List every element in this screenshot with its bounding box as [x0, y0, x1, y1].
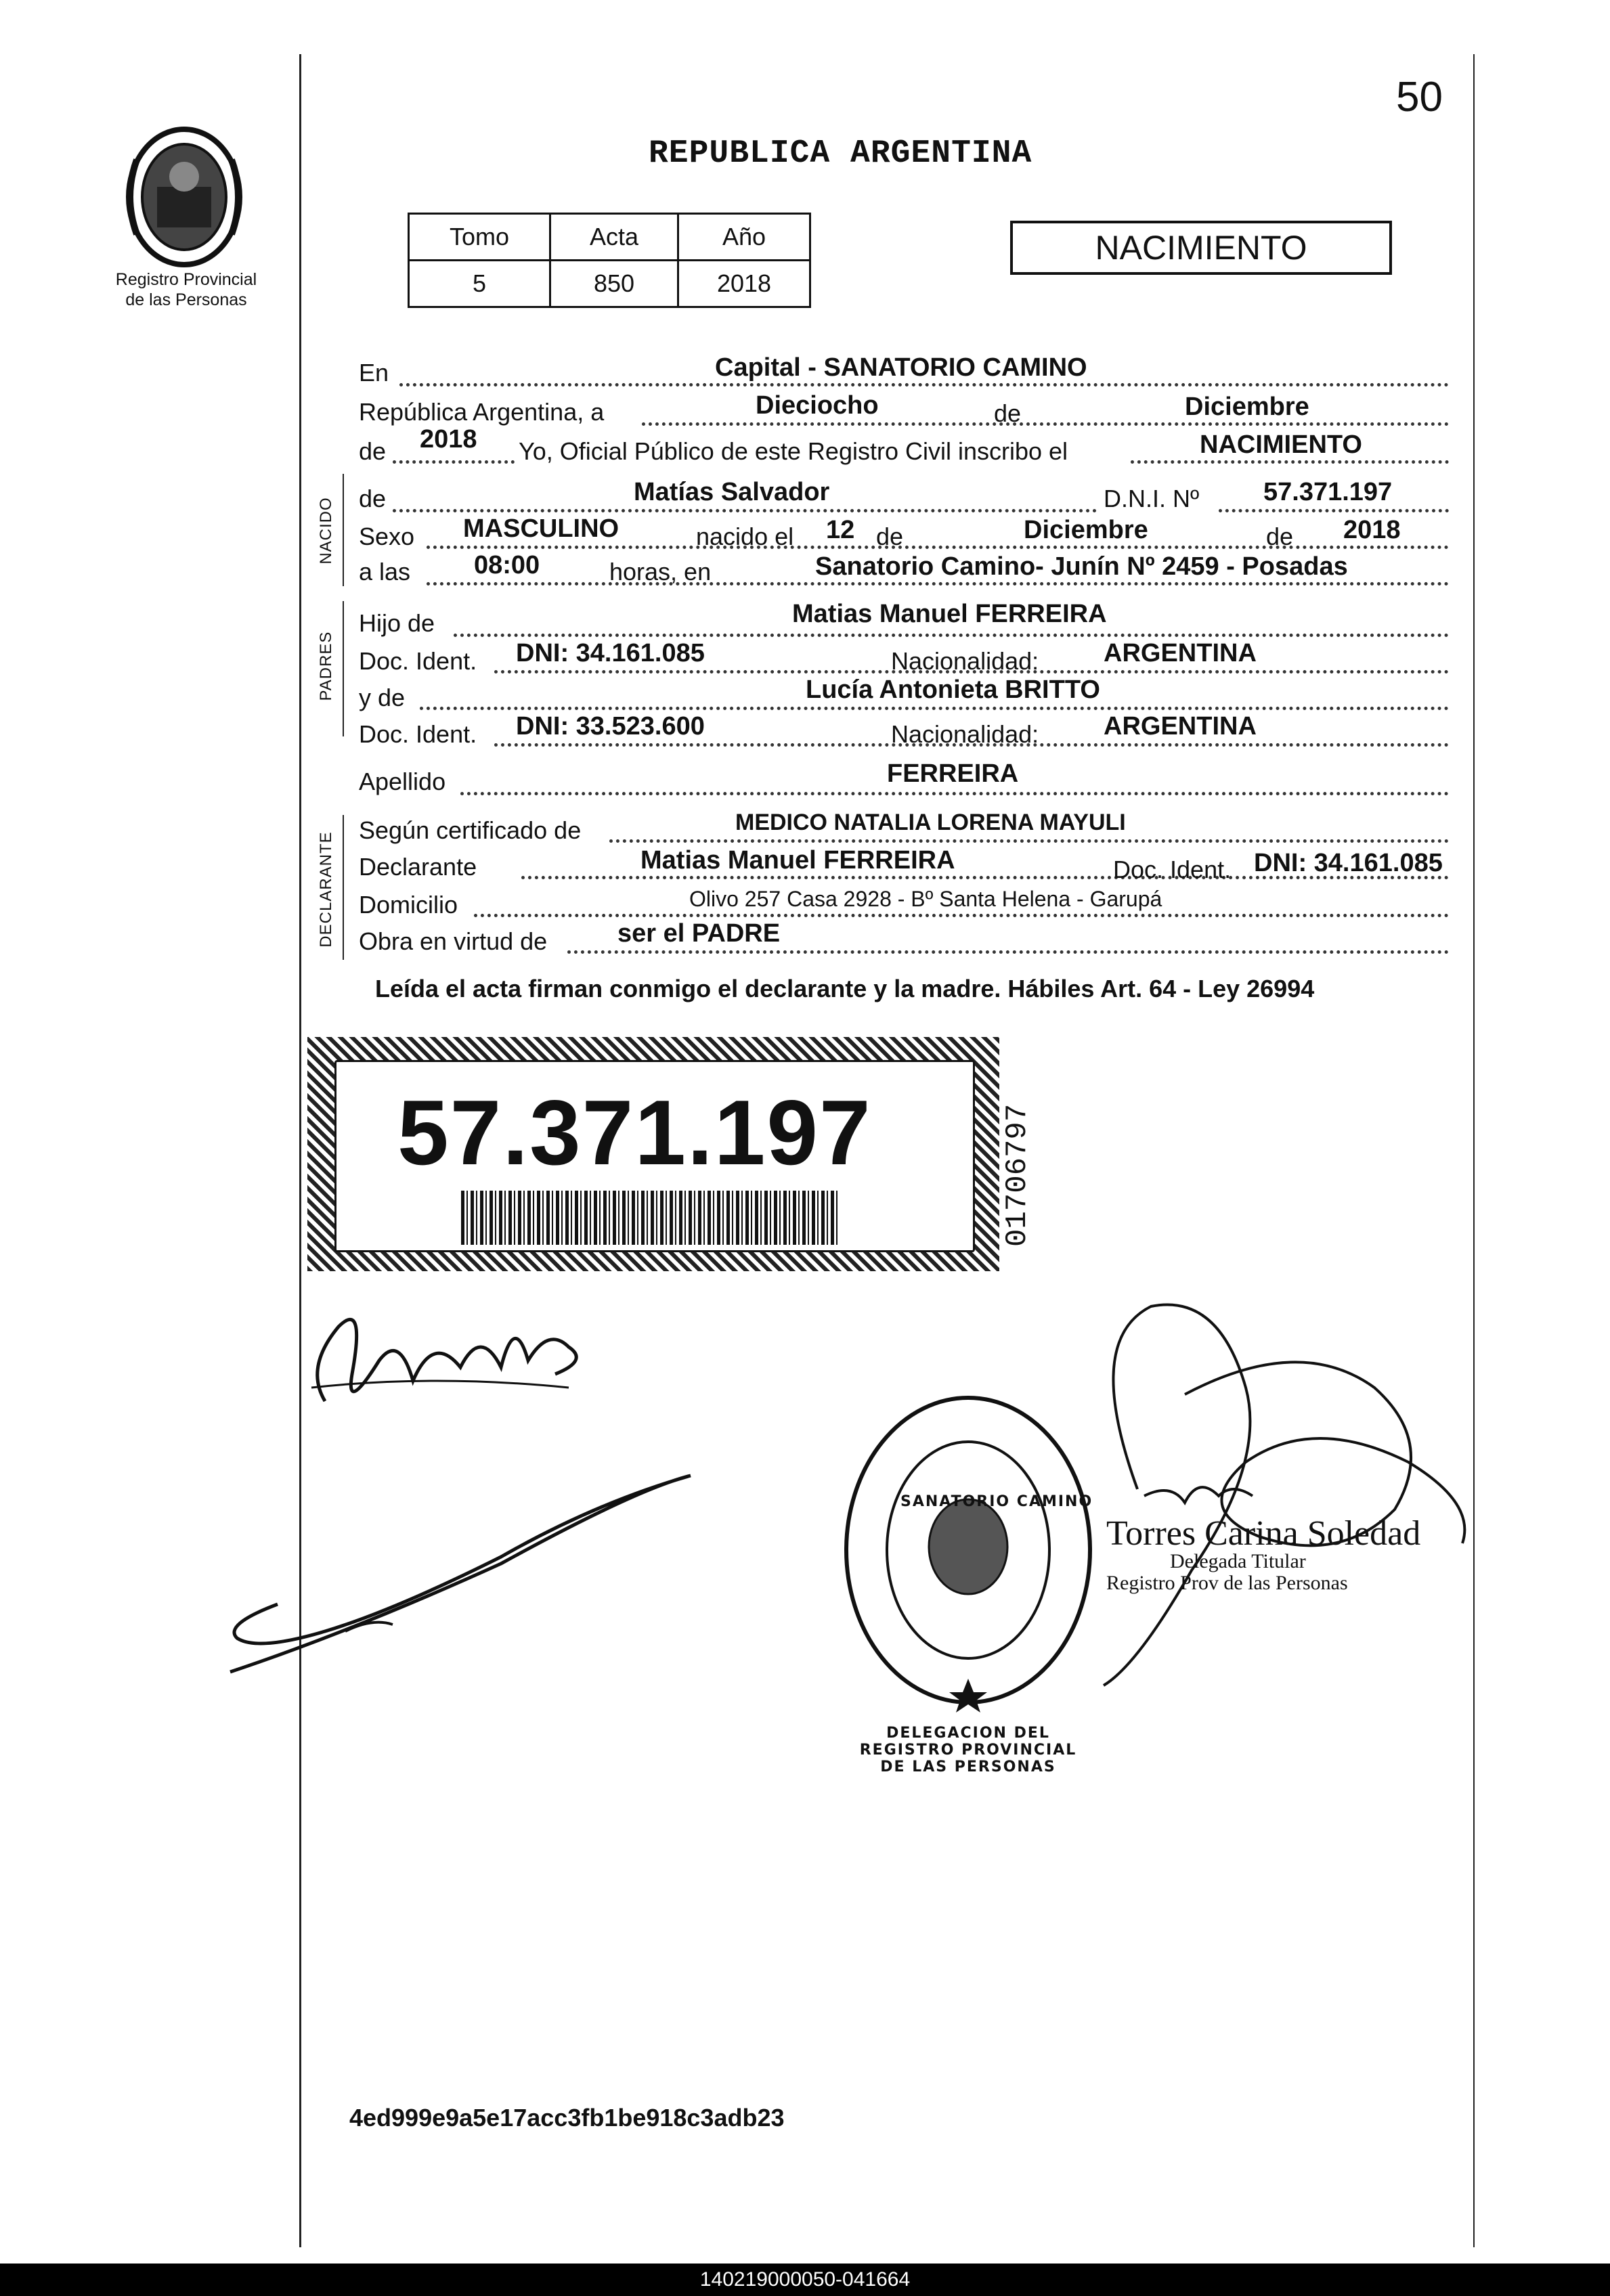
- father-nationality: ARGENTINA: [1104, 639, 1257, 667]
- act-dots: [1131, 460, 1449, 464]
- logo-caption-line-2: de las Personas: [125, 290, 247, 309]
- hijo-de-label: Hijo de: [359, 609, 435, 637]
- nacido-de-label: de: [359, 485, 387, 512]
- signature-official: [1056, 1286, 1489, 1706]
- father-name: Matias Manuel FERREIRA: [792, 600, 1107, 628]
- domicilio-label: Domicilio: [359, 891, 458, 919]
- sexo-value: MASCULINO: [463, 514, 619, 543]
- child-name: Matías Salvador: [634, 478, 830, 506]
- dni-sticker-inner: [334, 1060, 975, 1252]
- logo-caption: [88, 269, 284, 310]
- logo-caption-line-1: Registro Provincial: [115, 270, 257, 289]
- official-name: Torres Carina Soledad: [1106, 1514, 1421, 1553]
- republica-label: República Argentina, a: [359, 398, 605, 426]
- nacido-de-label-3: de: [1266, 523, 1294, 550]
- doc-type-box: NACIMIENTO: [1010, 221, 1392, 275]
- ref-header-ano: Año: [678, 214, 810, 261]
- nacido-el-label: nacido el: [696, 523, 794, 550]
- registry-logo: [116, 119, 252, 275]
- year-dots: [393, 460, 515, 464]
- mother-nationality: ARGENTINA: [1104, 712, 1257, 741]
- y-de-label: y de: [359, 684, 406, 711]
- dni-label: D.N.I. Nº: [1104, 485, 1200, 512]
- declarante-bracket: [343, 815, 344, 960]
- dni-sticker: [307, 1037, 999, 1271]
- ref-value-ano: 2018: [678, 261, 810, 307]
- sexo-dots: [427, 546, 1449, 549]
- apellido-dots: [460, 792, 1449, 795]
- official-role: Delegada Titular: [1170, 1550, 1306, 1572]
- left-border-line: [299, 54, 301, 2247]
- reference-table: [408, 213, 811, 308]
- document-hash: 4ed999e9a5e17acc3fb1be918c3adb23: [349, 2104, 785, 2132]
- month-value: Diciembre: [1185, 393, 1309, 421]
- year-value: 2018: [420, 425, 477, 454]
- ref-header-tomo: Tomo: [409, 214, 550, 261]
- child-dni: 57.371.197: [1263, 478, 1393, 506]
- sexo-label: Sexo: [359, 523, 415, 550]
- cert-label: Según certificado de: [359, 816, 582, 844]
- birth-place: Sanatorio Camino- Junín Nº 2459 - Posadas: [815, 552, 1348, 581]
- domicilio-dots: [474, 914, 1449, 917]
- en-value: Capital - SANATORIO CAMINO: [715, 353, 1087, 382]
- nacido-de-label-2: de: [876, 523, 904, 550]
- day-value: Dieciocho: [756, 391, 879, 420]
- father-doc: DNI: 34.161.085: [516, 639, 705, 667]
- stamp-inner-text: SANATORIO CAMINO: [900, 1493, 1093, 1510]
- horas-label: horas, en: [609, 558, 712, 586]
- padres-bracket: [343, 601, 344, 736]
- domicilio-value: Olivo 257 Casa 2928 - Bº Santa Helena - Garupá: [689, 887, 1162, 911]
- mother-nat-label: Nacionalidad:: [891, 720, 1039, 748]
- dni-side-code: 01706797: [1001, 1103, 1035, 1247]
- cert-value: MEDICO NATALIA LORENA MAYULI: [735, 810, 1126, 835]
- oficial-text: Yo, Oficial Público de este Registro Civil inscribo el: [519, 437, 1068, 465]
- dni-dots: [1219, 509, 1449, 512]
- mother-dots: [420, 707, 1449, 710]
- apellido-label: Apellido: [359, 768, 446, 795]
- signature-mother: [217, 1462, 704, 1692]
- birth-year: 2018: [1343, 516, 1401, 544]
- declarante-doc-label: Doc. Ident.: [1113, 856, 1232, 883]
- country-title: REPUBLICA ARGENTINA: [649, 135, 1032, 172]
- padres-section-label: PADRES: [317, 631, 335, 701]
- ref-header-acta: Acta: [550, 214, 678, 261]
- name-dots: [393, 509, 1097, 512]
- official-registry: Registro Prov de las Personas: [1106, 1572, 1348, 1594]
- reference-table-header-row: [409, 214, 810, 261]
- footer-bar: [0, 2264, 1610, 2296]
- reference-table-value-row: [409, 261, 810, 307]
- dni-barcode: [461, 1191, 840, 1245]
- declarante-name: Matias Manuel FERREIRA: [640, 846, 955, 875]
- obra-dots: [567, 950, 1449, 954]
- closing-text: Leída el acta firman conmigo el declarante y la madre. Hábiles Art. 64 - Ley 26994: [375, 975, 1315, 1002]
- footer-code: 140219000050-041664: [699, 2268, 911, 2291]
- dni-sticker-number: 57.371.197: [397, 1081, 872, 1184]
- mother-name: Lucía Antonieta BRITTO: [806, 676, 1100, 704]
- a-las-label: a las: [359, 558, 411, 586]
- page-number: 50: [1396, 74, 1443, 120]
- declarante-label: Declarante: [359, 853, 477, 881]
- father-dots: [454, 634, 1449, 637]
- signature-declarante: [298, 1286, 616, 1435]
- ref-value-acta: 850: [550, 261, 678, 307]
- mother-doc-label: Doc. Ident.: [359, 720, 477, 748]
- act-value: NACIMIENTO: [1200, 430, 1362, 459]
- mother-doc: DNI: 33.523.600: [516, 712, 705, 741]
- misiones-seal-icon: [116, 119, 252, 275]
- birth-hour: 08:00: [474, 551, 540, 579]
- ref-value-tomo: 5: [409, 261, 550, 307]
- stamp-outer-text: DELEGACION DEL REGISTRO PROVINCIAL DE LAS PERSONAS: [859, 1725, 1077, 1775]
- en-label: En: [359, 359, 389, 387]
- declarante-section-label: DECLARANTE: [317, 831, 335, 948]
- cert-dots: [609, 839, 1449, 843]
- father-nat-label: Nacionalidad:: [891, 647, 1039, 675]
- right-border-line: [1473, 54, 1475, 2247]
- obra-label: Obra en virtud de: [359, 927, 548, 955]
- hour-dots: [427, 582, 1449, 586]
- obra-value: ser el PADRE: [617, 919, 781, 948]
- republica-dots: [642, 422, 1449, 426]
- declarante-doc: DNI: 34.161.085: [1254, 849, 1443, 877]
- apellido-value: FERREIRA: [887, 759, 1019, 788]
- birth-month: Diciembre: [1024, 516, 1148, 544]
- nacido-section-label: NACIDO: [317, 497, 335, 565]
- en-dots: [399, 383, 1449, 387]
- de-label-2: de: [359, 437, 387, 465]
- birth-day: 12: [826, 516, 855, 544]
- nacido-bracket: [343, 474, 344, 586]
- de-label-1: de: [994, 399, 1022, 427]
- father-doc-label: Doc. Ident.: [359, 647, 477, 675]
